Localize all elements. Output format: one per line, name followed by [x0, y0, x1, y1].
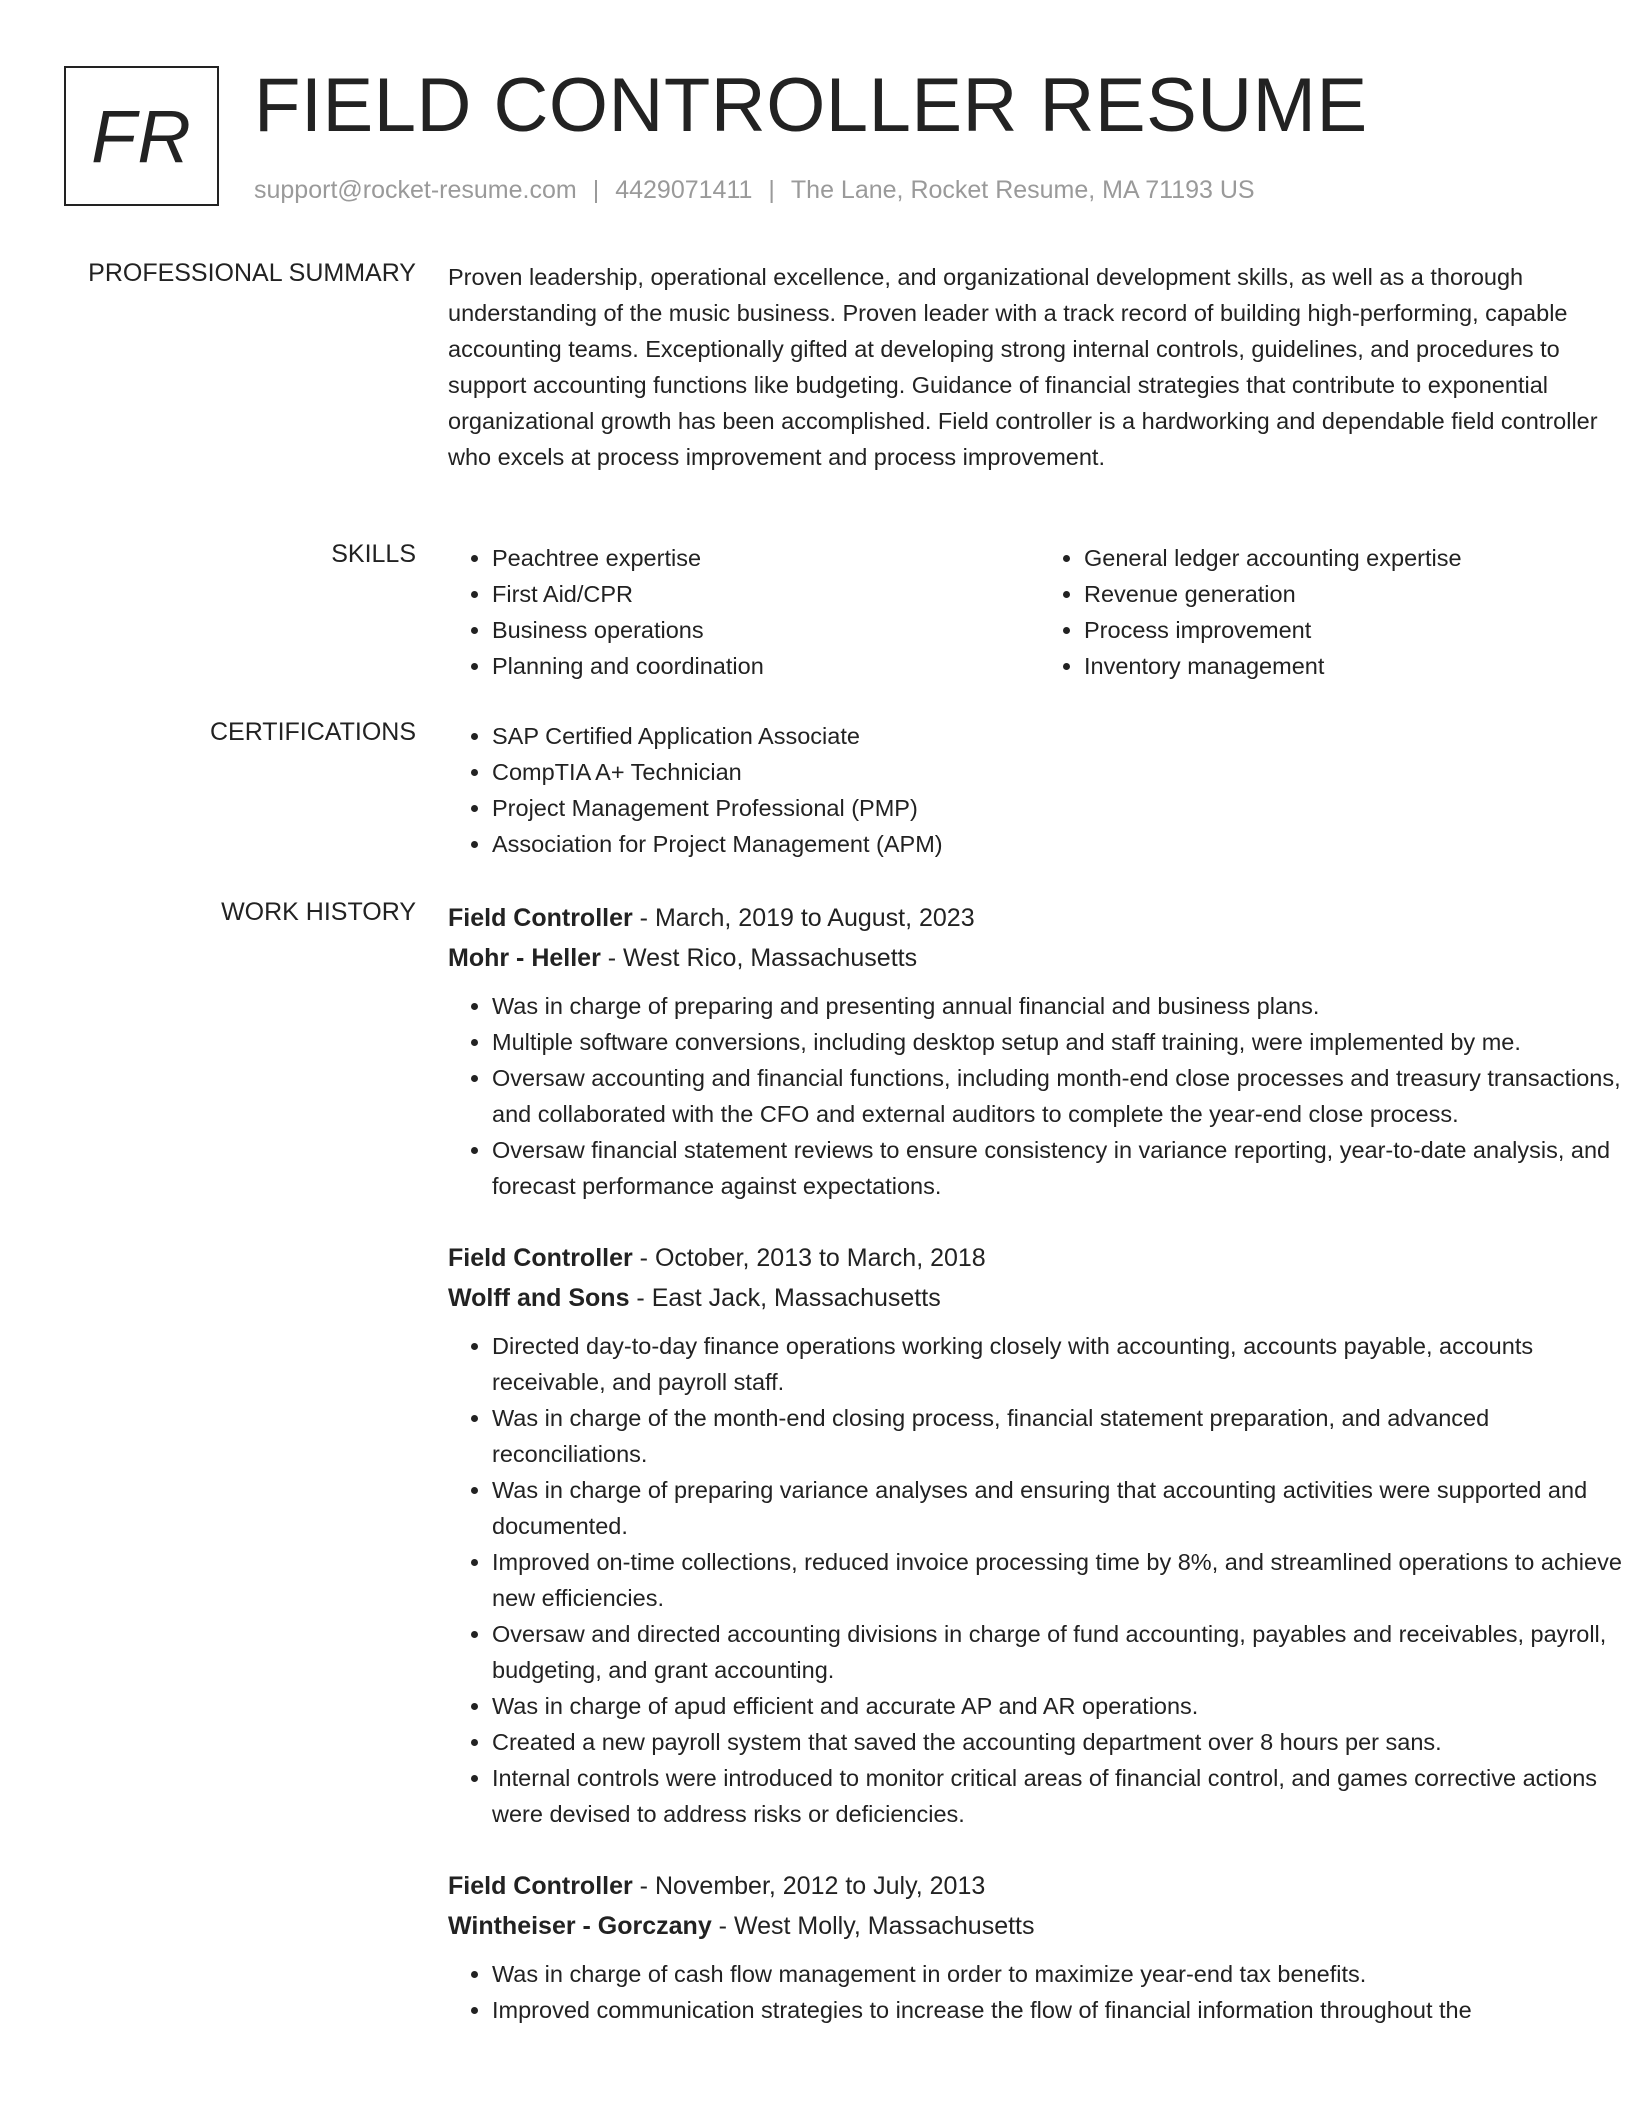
job-bullet: • Created a new payroll system that saved the accounting department over 8 hours per sans.	[492, 1724, 1632, 1760]
skills-heading: SKILLS	[331, 540, 416, 568]
certification-item: • SAP Certified Application Associate	[492, 718, 1632, 754]
skills-body	[448, 540, 1632, 684]
job-title-line	[448, 1866, 1632, 1906]
job-company: Wintheiser - Gorczany	[448, 1912, 712, 1940]
skill-item: • Process improvement	[1084, 612, 1632, 648]
certifications-list	[448, 718, 1632, 862]
skill-item: • Peachtree expertise	[492, 540, 1040, 576]
job-company-line	[448, 1278, 1632, 1318]
contact-email[interactable]: support@rocket-resume.com	[254, 176, 577, 204]
resume-header	[64, 63, 1584, 216]
summary-text: Proven leadership, operational excellence, and organizational development skills, as well as a thorough understanding of the music business. Proven leader with a track record of building high-performing, capable accounting teams. Exceptionally gifted at developing strong internal controls, guidelines, and procedures to support accounting functions like budgeting. Guidance of financial strategies that contribute to exponential organizational growth has been accomplished. Field controller is a hardworking and dependable field controller who excels at process improvement and process improvement.	[448, 264, 1598, 470]
contact-phone[interactable]: 4429071411	[615, 176, 753, 204]
job-title-line	[448, 898, 1632, 938]
skill-item: • First Aid/CPR	[492, 576, 1040, 612]
job-bullet: • Was in charge of cash flow management in order to maximize year-end tax benefits.	[492, 1956, 1632, 1992]
contact-address: The Lane, Rocket Resume, MA 71193 US	[790, 176, 1255, 204]
skill-item: • Revenue generation	[1084, 576, 1632, 612]
job-title-line	[448, 1238, 1632, 1278]
skill-item: • Business operations	[492, 612, 1040, 648]
skills-column-2	[1040, 540, 1632, 684]
job-company: Wolff and Sons	[448, 1284, 630, 1312]
skills-column-1	[448, 540, 1040, 684]
job-bullets	[448, 1328, 1632, 1832]
job-entry	[448, 1866, 1632, 2028]
job-bullet: • Multiple software conversions, including desktop setup and staff training, were implemented by me.	[492, 1024, 1632, 1060]
job-title: Field Controller	[448, 904, 633, 932]
job-entry	[448, 1238, 1632, 1832]
job-bullet: • Was in charge of apud efficient and accurate AP and AR operations.	[492, 1688, 1632, 1724]
certifications-body	[448, 718, 1632, 862]
job-company-line	[448, 1906, 1632, 1946]
job-bullet: • Improved communication strategies to increase the flow of financial information throughout the	[492, 1992, 1632, 2028]
job-dates: - October, 2013 to March, 2018	[632, 1244, 986, 1272]
job-bullet: • Improved on-time collections, reduced invoice processing time by 8%, and streamlined operations to achieve new efficiencies.	[492, 1544, 1632, 1616]
job-location: - West Rico, Massachusetts	[600, 944, 918, 972]
job-dates: - November, 2012 to July, 2013	[632, 1872, 986, 1900]
certifications-heading: CERTIFICATIONS	[209, 718, 416, 746]
summary-heading: PROFESSIONAL SUMMARY	[88, 259, 416, 287]
work-history-heading: WORK HISTORY	[221, 898, 416, 926]
job-location: - East Jack, Massachusetts	[629, 1284, 941, 1312]
certification-item: • Association for Project Management (APM)	[492, 826, 1632, 862]
job-bullet: • Was in charge of preparing and presenting annual financial and business plans.	[492, 988, 1632, 1024]
job-bullets	[448, 1956, 1632, 2028]
job-bullets	[448, 988, 1632, 1204]
monogram-logo: FR	[64, 66, 219, 206]
certification-item: • Project Management Professional (PMP)	[492, 790, 1632, 826]
job-title: Field Controller	[448, 1872, 633, 1900]
page-title: FIELD CONTROLLER RESUME	[254, 63, 1368, 148]
contact-line	[254, 176, 1255, 205]
job-bullet: • Oversaw and directed accounting divisions in charge of fund accounting, payables and receivables, payroll, budgeting, and grant accounting.	[492, 1616, 1632, 1688]
job-dates: - March, 2019 to August, 2023	[632, 904, 975, 932]
job-bullet: • Directed day-to-day finance operations working closely with accounting, accounts payable, accounts receivable, and payroll staff.	[492, 1328, 1632, 1400]
job-bullet: • Was in charge of preparing variance analyses and ensuring that accounting activities were supported and documented.	[492, 1472, 1632, 1544]
job-bullet: • Internal controls were introduced to monitor critical areas of financial control, and games corrective actions were devised to address risks or deficiencies.	[492, 1760, 1632, 1832]
work-history-body	[448, 898, 1632, 2062]
job-bullet: • Was in charge of the month-end closing process, financial statement preparation, and advanced reconciliations.	[492, 1400, 1632, 1472]
certification-item: • CompTIA A+ Technician	[492, 754, 1632, 790]
contact-separator: |	[768, 176, 775, 204]
job-title: Field Controller	[448, 1244, 633, 1272]
job-company: Mohr - Heller	[448, 944, 601, 972]
job-bullet: • Oversaw accounting and financial functions, including month-end close processes and treasury transactions, and collaborated with the CFO and external auditors to complete the year-end close process.	[492, 1060, 1632, 1132]
skill-item: • General ledger accounting expertise	[1084, 540, 1632, 576]
job-entry	[448, 898, 1632, 1204]
skill-item: • Planning and coordination	[492, 648, 1040, 684]
contact-separator: |	[592, 176, 600, 204]
summary-body	[448, 259, 1632, 475]
job-location: - West Molly, Massachusetts	[711, 1912, 1035, 1940]
skill-item: • Inventory management	[1084, 648, 1632, 684]
job-bullet: • Oversaw financial statement reviews to ensure consistency in variance reporting, year-to-date analysis, and forecast performance against expectations.	[492, 1132, 1632, 1204]
job-company-line	[448, 938, 1632, 978]
